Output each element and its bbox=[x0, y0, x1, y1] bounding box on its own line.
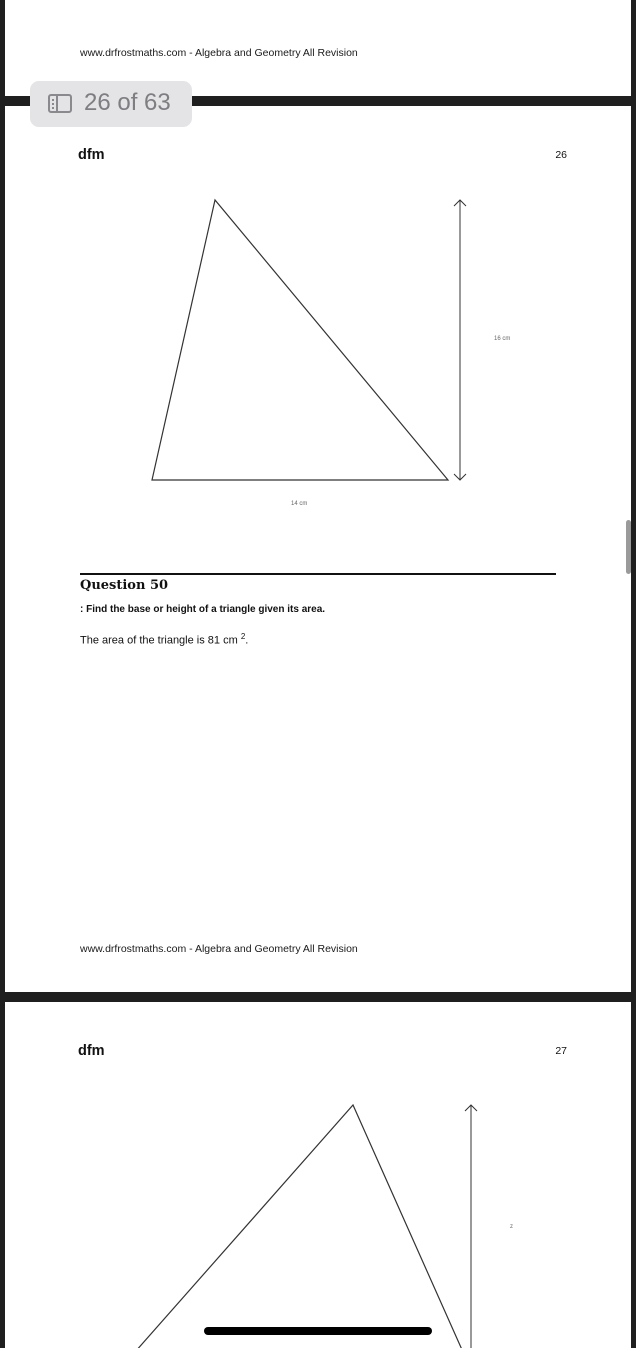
triangle-diagram bbox=[5, 106, 631, 526]
question-divider bbox=[80, 573, 556, 575]
triangle-diagram bbox=[5, 1002, 631, 1348]
question-body-end: . bbox=[245, 634, 249, 647]
triangle-shape bbox=[135, 1105, 463, 1348]
page-footer: www.drfrostmaths.com - Algebra and Geometry All Revision bbox=[80, 943, 358, 955]
brand-logo-text: dfm bbox=[78, 1043, 105, 1059]
page-number: 27 bbox=[555, 1045, 567, 1057]
home-indicator[interactable] bbox=[204, 1327, 432, 1335]
base-label: 14 cm bbox=[291, 501, 308, 507]
question-title: Question 50 bbox=[80, 578, 169, 593]
page-footer: www.drfrostmaths.com - Algebra and Geometry All Revision bbox=[80, 47, 358, 59]
question-body bbox=[80, 632, 248, 647]
page-number: 26 bbox=[555, 149, 567, 161]
question-body-text: The area of the triangle is 81 cm bbox=[80, 634, 238, 647]
brand-logo-text: dfm bbox=[78, 147, 105, 163]
scrollbar-thumb[interactable] bbox=[626, 520, 631, 574]
question-body-exponent: 2 bbox=[240, 632, 246, 641]
pdf-page-27 bbox=[5, 1002, 631, 1348]
height-label: z bbox=[510, 1224, 513, 1230]
triangle-shape bbox=[152, 200, 448, 480]
pdf-page-26 bbox=[5, 106, 631, 992]
question-subtitle: : Find the base or height of a triangle given its area. bbox=[80, 604, 326, 615]
sidebar-icon[interactable] bbox=[48, 94, 72, 113]
height-label: 16 cm bbox=[494, 336, 511, 342]
page-counter[interactable] bbox=[30, 81, 192, 127]
page-counter-label: 26 of 63 bbox=[84, 89, 171, 116]
